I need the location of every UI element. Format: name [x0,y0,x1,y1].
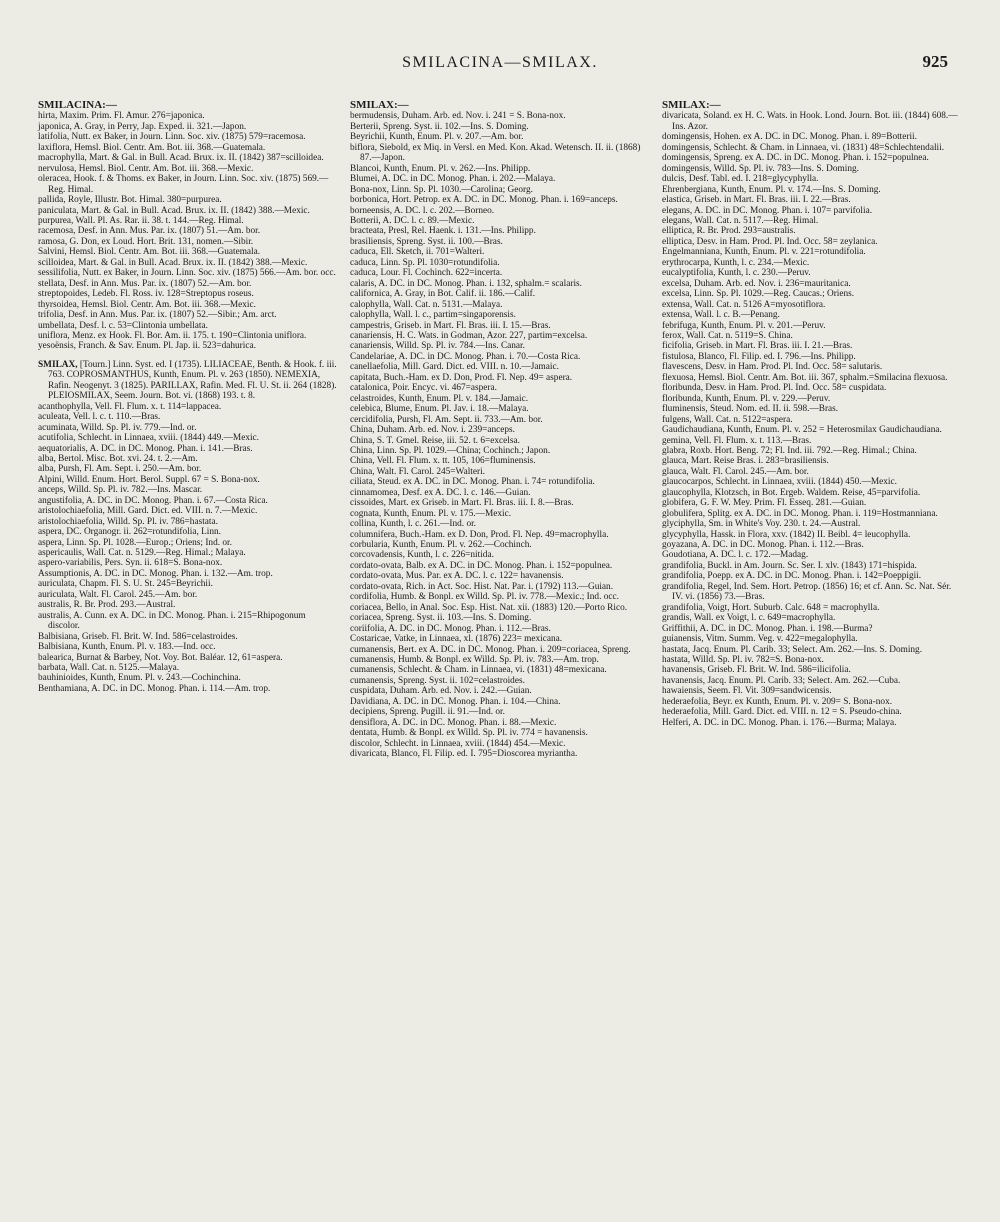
index-entry: excelsa, Linn. Sp. Pl. 1029.—Reg. Caucas.; Oriens. [662,289,855,300]
index-entry: globulifera, Splitg. ex A. DC. in DC. Monog. Phan. i. 119=Hostmanniana. [662,508,938,519]
index-entry: domingensis, Hohen. ex A. DC. in DC. Monog. Phan. i. 89=Botterii. [662,132,917,143]
index-entry: grandifolia, Poepp. ex A. DC. in DC. Monog. Phan. i. 142=Poeppigii. [662,571,922,582]
index-entry: yesoënsis, Franch. & Sav. Enum. Pl. Jap. ii. 523=dahurica. [38,341,256,352]
index-entry: hastata, Jacq. Enum. Pl. Carib. 33; Select. Am. 262.—Ins. S. Doming. [662,644,923,655]
index-entry: sessilifolia, Nutt. ex Baker, in Journ. Linn. Soc. xiv. (1875) 566.—Am. bor. occ. [38,268,336,279]
index-entry: corcovadensis, Kunth, l. c. 226=nitida. [350,550,494,561]
index-entry: fluminensis, Steud. Nom. ed. II. ii. 598.—Bras. [662,404,839,415]
index-entry: macrophylla, Mart. & Gal. in Bull. Acad. Brux. ix. II. (1842) 387=scilloidea. [38,153,324,164]
index-entry: acanthophylla, Vell. Fl. Flum. x. t. 114=lappacea. [38,401,222,412]
index-entry: Berterii, Spreng. Syst. ii. 102.—Ins. S. Doming. [350,121,529,132]
running-head: SMILACINA—SMILAX. [402,54,598,71]
genus-name: SMILAX, [38,359,78,370]
index-entry: nervulosa, Hemsl. Biol. Centr. Am. Bot. iii. 368.—Mexic. [38,163,254,174]
index-entry: brasiliensis, Spreng. Syst. ii. 100.—Bras. [350,236,503,247]
genus-heading [38,360,338,402]
index-entry: China, Walt. Fl. Carol. 245=Walteri. [350,466,486,477]
index-entry: acuminata, Willd. Sp. Pl. iv. 779.—Ind. or. [38,422,197,433]
index-entry: discolor, Schlecht. in Linnaea, xviii. (1844) 454.—Mexic. [350,738,566,749]
index-entry: bauhinioides, Kunth, Enum. Pl. v. 243.—Cochinchina. [38,673,241,684]
index-entry: aristolochiaefolia, Mill. Gard. Dict. ed. VIII. n. 7.—Mexic. [38,506,258,517]
index-entry: uniflora, Menz. ex Hook. Fl. Bor. Am. ii. 175. t. 190=Clintonia uniflora. [38,330,307,341]
index-entry: Costaricae, Vatke, in Linnaea, xl. (1876) 223= mexicana. [350,634,563,645]
index-entry: elastica, Griseb. in Mart. Fl. Bras. iii. I. 22.—Bras. [662,195,851,206]
index-entry: glauca, Walt. Fl. Carol. 245.—Am. bor. [662,466,809,477]
index-entry: eucalyptifolia, Kunth, l. c. 230.—Peruv. [662,268,811,279]
index-entry: domingensis, Spreng. ex A. DC. in DC. Monog. Phan. i. 152=populnea. [662,153,929,164]
index-entry: hastata, Willd. Sp. Pl. iv. 782=S. Bona-nox. [662,655,824,666]
index-entry: latifolia, Nutt. ex Baker, in Journ. Linn. Soc. xiv. (1875) 579=racemosa. [38,132,306,143]
index-entry: havanensis, Griseb. Fl. Brit. W. Ind. 586=ilicifolia. [662,665,851,676]
index-entry: cordato-ovata, Balb. ex A. DC. in DC. Monog. Phan. i. 152=populnea. [350,560,613,571]
index-entry: dulcis, Desf. Tabl. ed. I. 218=glycyphylla. [662,174,819,185]
index-entry: paniculata, Mart. & Gal. in Bull. Acad. Brux. ix. II. (1842) 388.—Mexic. [38,205,310,216]
entry-list [38,402,338,695]
index-entry: racemosa, Desf. in Ann. Mus. Par. ix. (1807) 51.—Am. bor. [38,226,261,237]
index-entry: bermudensis, Duham. Arb. ed. Nov. i. 241 = S. Bona-nox. [350,111,566,122]
index-entry: Botterii, A. DC. l. c. 89.—Mexic. [350,215,475,226]
index-entry: hederaefolia, Mill. Gard. Dict. ed. VIII. n. 12 = S. Pseudo-china. [662,707,902,718]
index-entry: bracteata, Presl, Rel. Haenk. i. 131.—Ins. Philipp. [350,226,536,237]
index-entry: havanensis, Jacq. Enum. Pl. Carib. 33; Select. Am. 262.—Cuba. [662,675,901,686]
index-entry: China, Vell. Fl. Flum. x. tt. 105, 106=fluminensis. [350,456,536,467]
index-entry: columnifera, Buch.-Ham. ex D. Don, Prod. Fl. Nep. 49=macrophylla. [350,529,609,540]
index-entry: Alpini, Willd. Enum. Hort. Berol. Suppl. 67 = S. Bona-nox. [38,474,260,485]
index-entry: Candelariae, A. DC. in DC. Monog. Phan. i. 70.—Costa Rica. [350,351,581,362]
index-entry: pallida, Royle, Illustr. Bot. Himal. 380=purpurea. [38,195,222,206]
index-entry: densiflora, A. DC. in DC. Monog. Phan. i. 88.—Mexic. [350,717,557,728]
index-entry: divaricata, Soland. ex H. C. Wats. in Hook. Lond. Journ. Bot. iii. (1844) 608.—Ins. Azor. [662,111,958,132]
index-entry: umbellata, Desf. l. c. 53=Clintonia umbellata. [38,320,208,331]
index-entry: glabra, Roxb. Hort. Beng. 72; Fl. Ind. iii. 792.—Reg. Himal.; China. [662,445,917,456]
index-entry: excelsa, Duham. Arb. ed. Nov. i. 236=mauritanica. [662,278,851,289]
index-entry: Gaudichaudiana, Kunth, Enum. Pl. v. 252 = Heterosmilax Gaudichaudiana. [662,425,942,436]
index-entry: borneensis, A. DC. l. c. 202.—Borneo. [350,205,495,216]
index-entry: aspero-variabilis, Pers. Syn. ii. 618=S. Bona-nox. [38,558,223,569]
index-entry: canariensis, H. C. Wats. in Godman, Azor. 227, partim=excelsa. [350,330,588,341]
index-entry: caduca, Ell. Sketch, ii. 701=Walteri. [350,247,485,258]
index-entry: coriifolia, A. DC. in DC. Monog. Phan. i. 112.—Bras. [350,623,551,634]
index-entry: trifolia, Desf. in Ann. Mus. Par. ix. (1807) 52.—Sibir.; Am. arct. [38,310,277,321]
genus-text: [Tourn.] Linn. Syst. ed. I (1735). LILIACEAE, Benth. & Hook. f. iii. 763. COPROSMANTHUS, Kunth, Enum. Pl. v. 263 (1850). NEMEXIA, Rafin. Neogenyt. 3 (1825). PARILLAX, Rafin. Med. Fl. U. St. ii. 264 (1828). PLEIOSMILAX, Seem. Journ. Bot. vi. (1868) 193. t. 8. [48,359,337,402]
index-entry: cissoides, Mart. ex Griseb. in Mart. Fl. Bras. iii. I. 8.—Bras. [350,498,574,509]
index-entry: caduca, Lour. Fl. Cochinch. 622=incerta. [350,268,503,279]
index-entry: aspera, Linn. Sp. Pl. 1028.—Europ.; Oriens; Ind. or. [38,537,232,548]
index-entry: auriculata, Chapm. Fl. S. U. St. 245=Beyrichii. [38,579,213,590]
index-entry: Balbisiana, Griseb. Fl. Brit. W. Ind. 586=celastroides. [38,631,238,642]
index-entry: capitata, Buch.-Ham. ex D. Don, Prod. Fl. Nep. 49= aspera. [350,372,573,383]
index-entry: japonica, A. Gray, in Perry, Jap. Exped. ii. 321.—Japon. [38,121,247,132]
index-entry: caduca, Linn. Sp. Pl. 1030=rotundifolia. [350,257,500,268]
index-entry: goyazana, A. DC. in DC. Monog. Phan. i. 112.—Bras. [662,540,864,551]
index-entry: globifera, G. F. W. Mey. Prim. Fl. Esseq. 281.—Guian. [662,498,867,509]
index-entry: Beyrichii, Kunth, Enum. Pl. v. 207.—Am. bor. [350,132,524,143]
index-entry: flexuosa, Hemsl. Biol. Centr. Am. Bot. iii. 367, sphalm.=Smilacina flexuosa. [662,372,948,383]
index-entry: thyrsoidea, Hemsl. Biol. Centr. Am. Bot. iii. 368.—Mexic. [38,299,256,310]
index-entry: alba, Pursh, Fl. Am. Sept. i. 250.—Am. bor. [38,464,202,475]
index-entry: oleracea, Hook. f. & Thoms. ex Baker, in Journ. Linn. Soc. xiv. (1875) 569.—Reg. Himal. [38,174,329,195]
index-entry: grandifolia, Voigt, Hort. Suburb. Calc. 648 = macrophylla. [662,602,880,613]
index-entry: floribunda, Kunth, Enum. Pl. v. 229.—Peruv. [662,393,831,404]
index-entry: acutifolia, Schlecht. in Linnaea, xviii. (1844) 449.—Mexic. [38,433,260,444]
index-entry: purpurea, Wall. Pl. As. Rar. ii. 38. t. 144.—Reg. Himal. [38,215,244,226]
index-entry: elegans, Wall. Cat. n. 5117.—Reg. Himal. [662,215,819,226]
index-entry: Blumei, A. DC. in DC. Monog. Phan. i. 202.—Malaya. [350,174,556,185]
index-entry: decipiens, Spreng. Pugill. ii. 91.—Ind. or. [350,707,505,718]
index-entry: Ehrenbergiana, Kunth, Enum. Pl. v. 174.—Ins. S. Doming. [662,184,881,195]
index-entry: alba, Bertol. Misc. Bot. xvi. 24. t. 2.—Am. [38,453,198,464]
index-entry: coriacea, Bello, in Anal. Soc. Esp. Hist. Nat. xii. (1883) 120.—Porto Rico. [350,602,628,613]
index-entry: domingensis, Schlecht. & Cham. in Linnaea, vi. (1831) 48=Schlechtendalii. [662,142,945,153]
index-entry: calaris, A. DC. in DC. Monog. Phan. i. 132, sphalm.= scalaris. [350,278,582,289]
index-entry: elliptica, R. Br. Prod. 293=australis. [662,226,796,237]
index-entry: australis, A. Cunn. ex A. DC. in DC. Monog. Phan. i. 215=Rhipogonum discolor. [38,610,306,632]
index-entry: calophylla, Wall. Cat. n. 5131.—Malaya. [350,299,503,310]
index-entry: celastroides, Kunth, Enum. Pl. v. 184.—Jamaic. [350,393,529,404]
index-entry: calophylla, Wall. l. c., partim=singaporensis. [350,310,516,321]
column-1 [38,100,338,760]
index-entry: australis, R. Br. Prod. 293.—Austral. [38,600,176,611]
index-entry: glyciphylla, Sm. in White's Voy. 230. t. 24.—Austral. [662,519,861,530]
index-entry: biflora, Siebold, ex Miq. in Versl. en Med. Kon. Akad. Wetensch. II. ii. (1868) 87.—Japon. [350,142,641,164]
index-entry: celebica, Blume, Enum. Pl. Jav. i. 18.—Malaya. [350,404,529,415]
index-entry: Goudotiana, A. DC. l. c. 172.—Madag. [662,550,809,561]
index-entry: glaucocarpos, Schlecht. in Linnaea, xviii. (1844) 450.—Mexic. [662,477,897,488]
index-entry: China, Linn. Sp. Pl. 1029.—China; Cochinch.; Japon. [350,445,551,456]
index-entry: scilloidea, Mart. & Gal. in Bull. Acad. Brux. ix. II. (1842) 388.—Mexic. [38,257,308,268]
index-entry: Balbisiana, Kunth, Enum. Pl. v. 183.—Ind. occ. [38,642,216,653]
entry-list [38,111,338,351]
column-3 [662,100,962,760]
index-entry: canellaefolia, Mill. Gard. Dict. ed. VIII. n. 10.—Jamaic. [350,362,559,373]
index-entry: coriacea, Spreng. Syst. ii. 103.—Ins. S. Doming. [350,613,532,624]
index-entry: divaricata, Blanco, Fl. Filip. ed. I. 795=Dioscorea myriantha. [350,749,578,760]
index-entry: borbonica, Hort. Petrop. ex A. DC. in DC. Monog. Phan. i. 169=anceps. [350,195,618,206]
index-entry: fistulosa, Blanco, Fl. Filip. ed. I. 796.—Ins. Philipp. [662,351,856,362]
index-entry: cognata, Kunth, Enum. Pl. v. 175.—Mexic. [350,508,512,519]
index-entry: balearica, Burnat & Barbey, Not. Voy. Bot. Baléar. 12, 61=aspera. [38,652,283,663]
index-entry: ramosa, G. Don, ex Loud. Hort. Brit. 131, nomen.—Sibir. [38,236,254,247]
index-entry: extensa, Wall. l. c. B.—Penang. [662,310,780,321]
column-2 [350,100,650,760]
index-entry: aculeata, Vell. l. c. t. 110.—Bras. [38,412,161,423]
index-entry: cordifolia, Humb. & Bonpl. ex Willd. Sp. Pl. iv. 778.—Mexic.; Ind. occ. [350,592,619,603]
index-entry: Bona-nox, Linn. Sp. Pl. 1030.—Carolina; Georg. [350,184,533,195]
index-entry: grandifolia, Regel, Ind. Sem. Hort. Petrop. (1856) 16; et cf. Ann. Sc. Nat. Sér. IV. vi. (1856) 73.—Bras. [662,581,952,603]
index-entry: cinnamomea, Desf. ex A. DC. l. c. 146.—Guian. [350,487,531,498]
index-entry: elliptica, Desv. in Ham. Prod. Pl. Ind. Occ. 58= zeylanica. [662,236,878,247]
index-entry: glauca, Mart. Reise Bras. i. 283=brasiliensis. [662,456,829,467]
page-header [0,52,1000,76]
index-entry: cordato-ovata, Mus. Par. ex A. DC. l. c. 122= havanensis. [350,571,564,582]
index-entry: collina, Kunth, l. c. 261.—Ind. or. [350,519,477,530]
index-entry: cumanensis, Schlecht. & Cham. in Linnaea, vi. (1831) 48=mexicana. [350,665,607,676]
index-entry: guianensis, Vitm. Summ. Veg. v. 422=megalophylla. [662,634,858,645]
index-entry: grandis, Wall. ex Voigt, l. c. 649=macrophylla. [662,613,836,624]
index-entry: dentata, Humb. & Bonpl. ex Willd. Sp. Pl. iv. 774 = havanensis. [350,728,588,739]
index-entry: aspericaulis, Wall. Cat. n. 5129.—Reg. Himal.; Malaya. [38,548,246,559]
index-entry: corbularia, Kunth, Enum. Pl. v. 262.—Cochinch. [350,540,532,551]
index-entry: China, Duham. Arb. ed. Nov. i. 239=anceps. [350,425,515,436]
index-entry: hawaiensis, Seem. Fl. Vit. 309=sandwicensis. [662,686,832,697]
index-entry: cercidifolia, Pursh, Fl. Am. Sept. ii. 733.—Am. bor. [350,414,543,425]
column-heading: SMILAX:— [350,99,409,111]
index-entry: Davidiana, A. DC. in DC. Monog. Phan. i. 104.—China. [350,696,561,707]
index-entry: Blancoi, Kunth, Enum. Pl. v. 262.—Ins. Philipp. [350,163,531,174]
index-entry: ciliata, Steud. ex A. DC. in DC. Monog. Phan. i. 74= rotundifolia. [350,477,595,488]
index-entry: anceps, Willd. Sp. Pl. iv. 782.—Ins. Mascar. [38,485,203,496]
index-entry: Engelmanniana, Kunth, Enum. Pl. v. 221=rotundifolia. [662,247,866,258]
index-entry: febrifuga, Kunth, Enum. Pl. v. 201.—Peruv. [662,320,826,331]
index-entry: Helferi, A. DC. in DC. Monog. Phan. i. 176.—Burma; Malaya. [662,717,897,728]
index-entry: flavescens, Desv. in Ham. Prod. Pl. Ind. Occ. 58= salutaris. [662,362,883,373]
index-entry: aequatorialis, A. DC. in DC. Monog. Phan. i. 141.—Bras. [38,443,253,454]
index-entry: China, S. T. Gmel. Reise, iii. 52. t. 6=excelsa. [350,435,520,446]
index-entry: extensa, Wall. Cat. n. 5126 A=myosotiflora. [662,299,826,310]
index-entry: ferox, Wall. Cat. n. 5119=S. China. [662,330,793,341]
index-entry: Benthamiana, A. DC. in DC. Monog. Phan. i. 114.—Am. trop. [38,683,271,694]
column-heading: SMILAX:— [662,99,721,111]
page-number: 925 [922,52,948,71]
index-entry: barbata, Wall. Cat. n. 5125.—Malaya. [38,663,180,674]
index-entry: Salvini, Hemsl. Biol. Centr. Am. Bot. iii. 368.—Guatemala. [38,247,261,258]
column-heading: SMILACINA:— [38,99,117,111]
index-entry: gemina, Vell. Fl. Flum. x. t. 113.—Bras. [662,435,812,446]
index-entry: glycyphylla, Hassk. in Flora, xxv. (1842) II. Beibl. 4= leucophylla. [662,529,911,540]
index-entry: Griffithii, A. DC. in DC. Monog. Phan. i. 198.—Burma? [662,623,873,634]
index-entry: angustifolia, A. DC. in DC. Monog. Phan. i. 67.—Costa Rica. [38,495,268,506]
index-entry: cumanensis, Bert. ex A. DC. in DC. Monog. Phan. i. 209=coriacea, Spreng. [350,644,631,655]
columns [38,100,970,760]
index-entry: cordato-ovata, Rich. in Act. Soc. Hist. Nat. Par. i. (1792) 113.—Guian. [350,581,614,592]
index-entry: cumanensis, Spreng. Syst. ii. 102=celastroides. [350,675,525,686]
index-entry: floribunda, Desv. in Ham. Prod. Pl. Ind. Occ. 58= cuspidata. [662,383,887,394]
index-entry: streptopoides, Ledeb. Fl. Ross. iv. 128=Streptopus roseus. [38,289,254,300]
index-entry: grandifolia, Buckl. in Am. Journ. Sc. Ser. I. xlv. (1843) 171=hispida. [662,560,917,571]
index-entry: elegans, A. DC. in DC. Monog. Phan. i. 107= parvifolia. [662,205,873,216]
index-entry: campestris, Griseb. in Mart. Fl. Bras. iii. I. 15.—Bras. [350,320,551,331]
index-entry: hederaefolia, Beyr. ex Kunth, Enum. Pl. v. 209= S. Bona-nox. [662,696,893,707]
index-entry: californica, A. Gray, in Bot. Calif. ii. 186.—Calif. [350,289,536,300]
index-entry: Assumptionis, A. DC. in DC. Monog. Phan. i. 132.—Am. trop. [38,568,273,579]
index-entry: fulgens, Wall. Cat. n. 5122=aspera. [662,414,793,425]
index-entry: ficifolia, Griseb. in Mart. Fl. Bras. iii. I. 21.—Bras. [662,341,853,352]
index-entry: cuspidata, Duham. Arb. ed. Nov. i. 242.—Guian. [350,686,532,697]
index-entry: cumanensis, Humb. & Bonpl. ex Willd. Sp. Pl. iv. 783.—Am. trop. [350,655,599,666]
index-entry: auriculata, Walt. Fl. Carol. 245.—Am. bor. [38,589,198,600]
index-entry: domingensis, Willd. Sp. Pl. iv. 783—Ins. S. Doming. [662,163,859,174]
index-entry: aspera, DC. Organogr. ii. 262=rotundifolia, Linn. [38,527,221,538]
entry-list [662,111,962,728]
index-entry: catalonica, Poir. Encyc. vi. 467=aspera. [350,383,497,394]
index-entry: erythrocarpa, Kunth, l. c. 234.—Mexic. [662,257,810,268]
index-entry: stellata, Desf. in Ann. Mus. Par. ix. (1807) 52.—Am. bor. [38,278,252,289]
index-entry: aristolochiaefolia, Willd. Sp. Pl. iv. 786=hastata. [38,516,218,527]
index-entry: canariensis, Willd. Sp. Pl. iv. 784.—Ins. Canar. [350,341,525,352]
index-entry: hirta, Maxim. Prim. Fl. Amur. 276=japonica. [38,111,205,122]
entry-list [350,111,650,759]
index-entry: laxiflora, Hemsl. Biol. Centr. Am. Bot. iii. 368.—Guatemala. [38,142,266,153]
index-entry: glaucophylla, Klotzsch, in Bot. Ergeb. Waldem. Reise, 45=parvifolia. [662,487,921,498]
